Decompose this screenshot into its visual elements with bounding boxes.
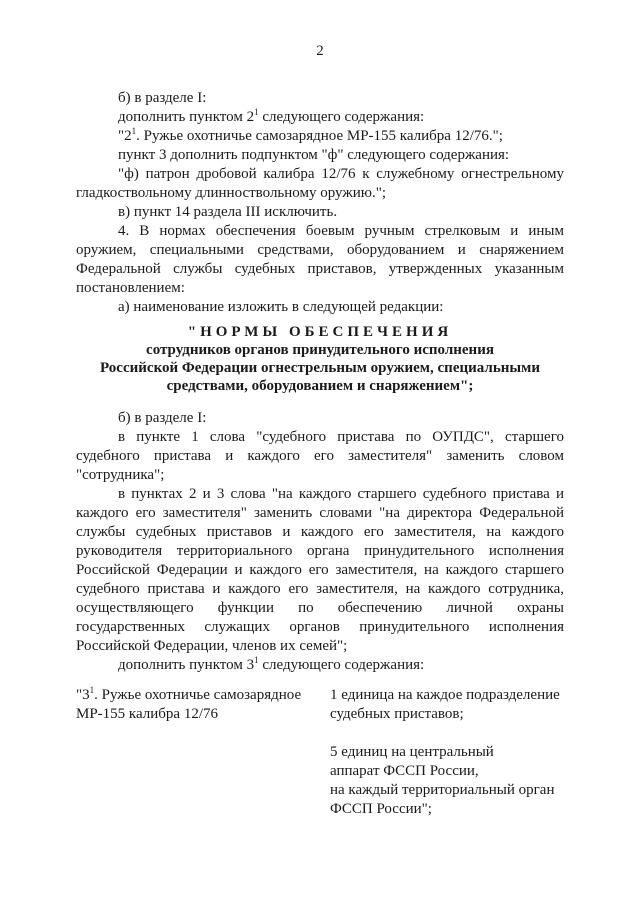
norm-line-6: ФССП России";	[330, 801, 432, 817]
paragraph: "$2^1$. Ружье охотничье самозарядное МР-155 калибра 12/76.";	[118, 126, 503, 144]
paragraph: б) в разделе I:	[118, 90, 207, 106]
title-line-2: сотрудников органов принудительного исполнения	[146, 342, 494, 358]
paragraph: пункт 3 дополнить подпунктом "ф" следующего содержания:	[118, 147, 510, 163]
paragraph: б) в разделе I:	[118, 410, 207, 426]
paragraph: а) наименование изложить в следующей редакции:	[118, 299, 444, 315]
title-line-4: средствами, оборудованием и снаряжением";	[166, 378, 474, 394]
paragraph: 4. В нормах обеспечения боевым ручным стрелковым и иным оружием, специальными средствами, оборудованием и снаряжением Федеральной службы судебных приставов, утвержденных указанным постановлением:	[76, 223, 564, 296]
norm-line-5: на каждый территориальный орган	[330, 782, 555, 798]
paragraph: дополнить пунктом $2^1$ следующего содержания:	[118, 107, 425, 125]
table-item-norms	[330, 686, 564, 819]
norm-line-2: судебных приставов;	[330, 706, 464, 722]
item-name-line-1: "$3^1$. Ружье охотничье самозарядное	[76, 685, 302, 703]
paragraph: в пункте 1 слова "судебного пристава по ОУПДС", старшего судебного пристава и каждого его заместителя" заменить словом "сотрудника";	[76, 429, 564, 483]
norm-line-4: аппарат ФССП России,	[330, 763, 479, 779]
paragraph: в пунктах 2 и 3 слова "на каждого старшего судебного пристава и каждого его заместителя" заменить словами "на директора Федеральной службы судебных приставов и каждого его заместителя, на каждого руководителя территориального органа принудительного исполнения Российской Федерации и каждого его заместителя, на каждого старшего судебного пристава и каждого его заместителя, на каждого сотрудника, осуществляющего функции по обеспечению личной охраны государственных служащих органов принудительного исполнения Российской Федерации, членов их семей";	[76, 486, 564, 654]
paragraph: в) пункт 14 раздела III исключить.	[118, 204, 338, 220]
norm-line-1: 1 единица на каждое подразделение	[330, 687, 560, 703]
title-line-1: "НОРМЫ ОБЕСПЕЧЕНИЯ	[187, 324, 453, 340]
item-name-line-2: МР-155 калибра 12/76	[76, 706, 218, 722]
amendments-part-1	[76, 89, 564, 317]
paragraph: дополнить пунктом $3^1$ следующего содержания:	[118, 655, 425, 673]
page-number: 2	[316, 43, 324, 59]
title-line-3: Российской Федерации огнестрельным оружием, специальными	[100, 360, 540, 376]
norms-title	[76, 323, 564, 395]
table-item-name	[76, 686, 316, 724]
norm-line-3: 5 единиц на центральный	[330, 744, 494, 760]
paragraph: "ф) патрон дробовой калибра 12/76 к служебному огнестрельному гладкоствольному длинноствольному оружию.";	[76, 166, 564, 201]
amendments-part-2	[76, 409, 564, 675]
